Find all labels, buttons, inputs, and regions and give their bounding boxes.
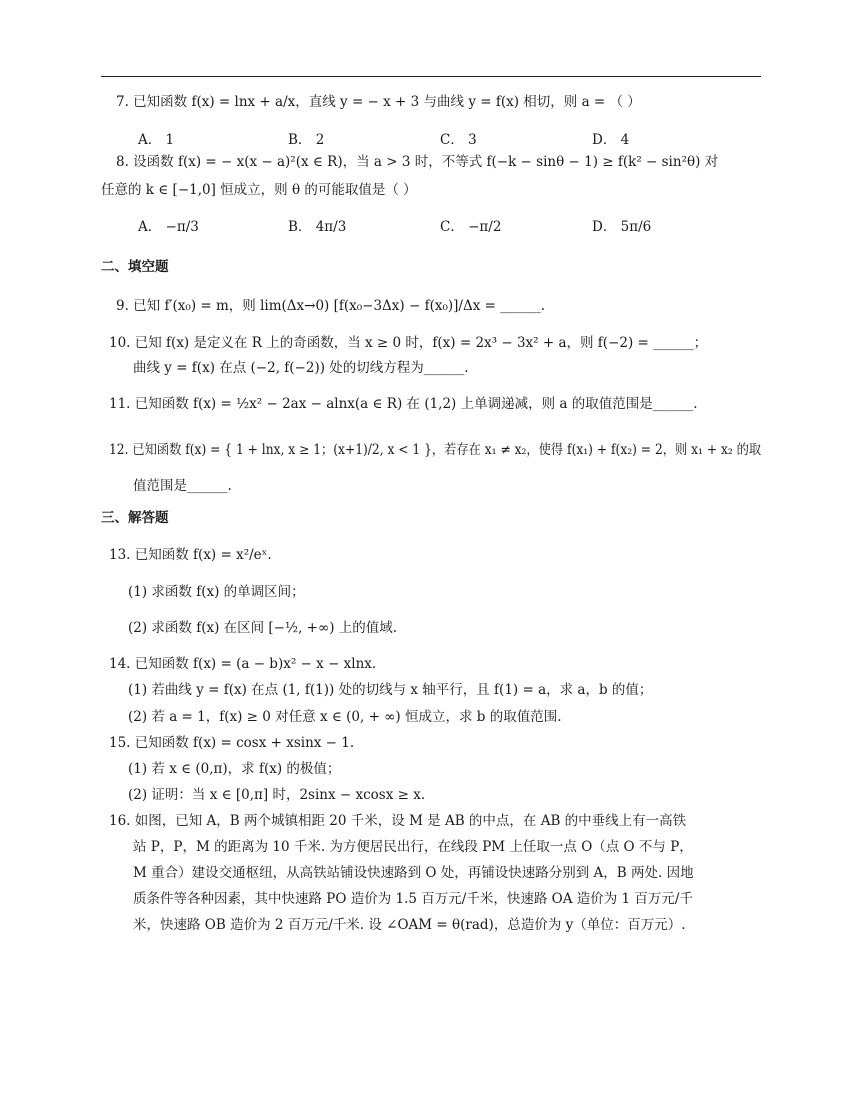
q7-option-c: C． 3 xyxy=(440,132,477,148)
question-9: 9. 已知 f′(x₀) = m，则 lim(Δx→0) [f(x₀−3Δx) − f(x₀)]/Δx = ______. xyxy=(116,298,545,314)
question-10: 10. 已知 f(x) 是定义在 R 上的奇函数，当 x ≥ 0 时，f(x) = 2x³ − 3x² + a，则 f(−2) = ______； xyxy=(109,335,708,351)
question-11: 11. 已知函数 f(x) = ½x² − 2ax − alnx(a ∈ R) 在 (1,2) 上单调递减，则 a 的取值范围是______. xyxy=(109,396,698,412)
question-14: 14. 已知函数 f(x) = (a − b)x² − x − xlnx. xyxy=(109,656,377,672)
q8-option-d: D． 5π/6 xyxy=(592,219,652,235)
question-10-line2: 曲线 y = f(x) 在点 (−2, f(−2)) 处的切线方程为______. xyxy=(133,360,469,376)
top-rule xyxy=(101,76,761,77)
question-8-line2: 任意的 k ∈ [−1,0] 恒成立，则 θ 的可能取值是（ ） xyxy=(101,182,417,198)
question-16-line5: 米，快速路 OB 造价为 2 百万元/千米. 设 ∠OAM = θ(rad)，总造价为 y（单位：百万元）. xyxy=(133,917,686,933)
question-13: 13. 已知函数 f(x) = x²/eˣ. xyxy=(109,547,272,563)
question-13-part2: (2) 求函数 f(x) 在区间 [−½, +∞) 上的值域. xyxy=(128,620,398,636)
q7-option-d: D． 4 xyxy=(592,132,630,148)
question-16-line2: 站 P，P，M 的距离为 10 千米. 为方便居民出行，在线段 PM 上任取一点 O（点 O 不与 P， xyxy=(133,839,693,855)
question-14-part1: (1) 若曲线 y = f(x) 在点 (1, f(1)) 处的切线与 x 轴平行，且 f(1) = a，求 a，b 的值； xyxy=(128,682,653,698)
question-16-line4: 质条件等各种因素，其中快速路 PO 造价为 1.5 百万元/千米，快速路 OA 造价为 1 百万元/千 xyxy=(133,891,693,907)
question-13-part1: (1) 求函数 f(x) 的单调区间； xyxy=(128,584,305,600)
question-12: 12. 已知函数 f(x) = { 1 + lnx, x ≥ 1；(x+1)/2, x < 1 }，若存在 x₁ ≠ x₂，使得 f(x₁) + f(x₂) = 2，则 x₁ + x₂ 的取 xyxy=(109,442,762,458)
q8-option-a: A． −π/3 xyxy=(138,219,199,235)
question-8: 8. 设函数 f(x) = − x(x − a)²(x ∈ R)，当 a > 3 时，不等式 f(−k − sinθ − 1) ≥ f(k² − sin²θ) 对 xyxy=(116,154,719,170)
q7-option-a: A． 1 xyxy=(138,132,175,148)
question-14-part2: (2) 若 a = 1，f(x) ≥ 0 对任意 x ∈ (0, + ∞) 恒成立，求 b 的取值范围. xyxy=(128,709,562,725)
q7-option-b: B． 2 xyxy=(288,132,325,148)
question-16-line3: M 重合）建设交通枢纽，从高铁站铺设快速路到 O 处，再铺设快速路分别到 A，B 两处. 因地 xyxy=(133,865,694,881)
q8-option-b: B． 4π/3 xyxy=(288,219,347,235)
question-15: 15. 已知函数 f(x) = cosx + xsinx − 1. xyxy=(109,735,355,751)
question-12-line2: 值范围是______. xyxy=(133,478,232,494)
question-7: 7. 已知函数 f(x) = lnx + a/x，直线 y = − x + 3 与曲线 y = f(x) 相切，则 a = （ ） xyxy=(116,94,641,110)
q8-option-c: C． −π/2 xyxy=(440,219,502,235)
question-15-part2: (2) 证明：当 x ∈ [0,π] 时，2sinx − xcosx ≥ x. xyxy=(128,787,426,803)
section-2-title: 二、填空题 xyxy=(101,259,169,275)
question-16: 16. 如图，已知 A，B 两个城镇相距 20 千米，设 M 是 AB 的中点，在 AB 的中垂线上有一高铁 xyxy=(109,813,687,829)
question-15-part1: (1) 若 x ∈ (0,π)，求 f(x) 的极值； xyxy=(128,761,341,777)
section-3-title: 三、解答题 xyxy=(101,510,169,526)
